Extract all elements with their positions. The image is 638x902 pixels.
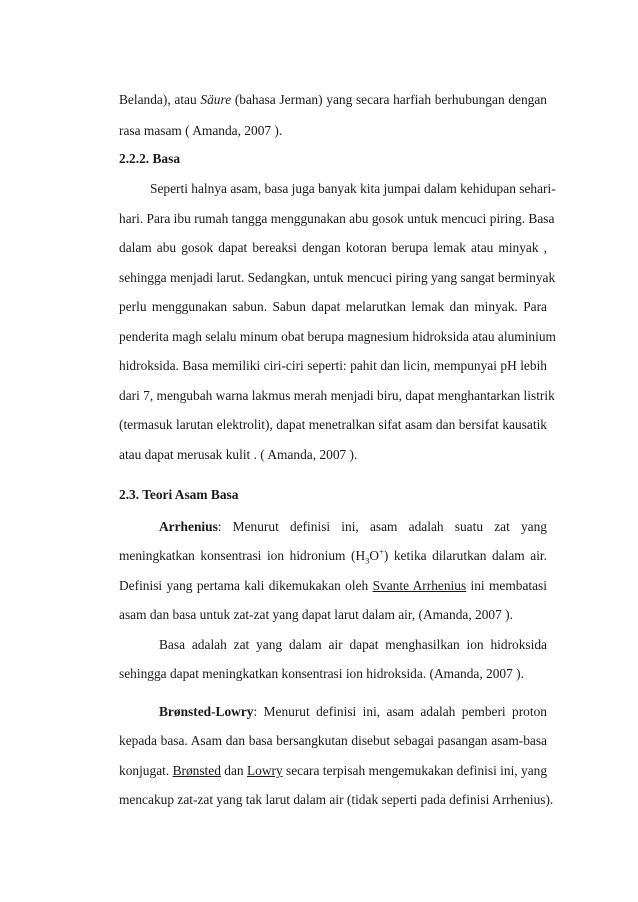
text-span: Definisi yang pertama kali dikemukakan oleh (119, 578, 373, 593)
text-line: mencakup zat-zat yang tak larut dalam air (tidak seperti pada definisi Arrhenius). (119, 792, 554, 807)
text-span: konjugat. (119, 763, 173, 778)
italic-term: Säure (200, 92, 232, 107)
text-span: meningkatkan konsentrasi ion hidronium (H (119, 548, 366, 563)
text-span: (bahasa Jerman) yang secara harfiah berhubungan dengan (231, 92, 548, 107)
link-bronsted[interactable]: Brønsted (172, 763, 221, 778)
bold-term-bronsted-lowry: Brønsted-Lowry (159, 704, 254, 719)
text-span: ) ketika dilarutkan dalam air. (383, 548, 547, 563)
text-line: (termasuk larutan elektrolit), dapat menetralkan sifat asam dan bersifat kausatik (119, 417, 547, 432)
text-span: : Menurut definisi ini, asam adalah suatu zat yang (217, 519, 547, 534)
text-line (119, 763, 547, 779)
text-line: atau dapat merusak kulit . ( Amanda, 2007 ). (119, 447, 358, 462)
text-span: ini membatasi (466, 578, 547, 593)
text-line: sehingga menjadi larut. Sedangkan, untuk mencuci piring yang sangat berminyak (119, 270, 556, 285)
link-lowry[interactable]: Lowry (246, 763, 283, 778)
text-line: kepada basa. Asam dan basa bersangkutan disebut sebagai pasangan asam-basa (119, 733, 547, 748)
text-line: asam dan basa untuk zat-zat yang dapat larut dalam air, (Amanda, 2007 ). (119, 607, 513, 622)
text-line (159, 519, 547, 535)
text-line: Basa adalah zat yang dalam air dapat menghasilkan ion hidroksida (159, 637, 547, 652)
text-line: hidroksida. Basa memiliki ciri-ciri seperti: pahit dan licin, mempunyai pH lebih (119, 358, 547, 373)
text-line: penderita magh selalu minum obat berupa magnesium hidroksida atau aluminium (119, 329, 556, 344)
subscript: 3 (365, 555, 370, 566)
link-svante-arrhenius[interactable]: Svante Arrhenius (372, 578, 467, 593)
text-line: dalam abu gosok dapat bereaksi dengan kotoran berupa lemak atau minyak , (119, 240, 547, 255)
text-line: Seperti halnya asam, basa juga banyak kita jumpai dalam kehidupan sehari- (150, 181, 556, 196)
text-line (159, 704, 547, 720)
text-line (119, 548, 547, 564)
text-line: dari 7, mengubah warna lakmus merah menjadi biru, dapat menghantarkan listrik (119, 388, 555, 403)
text-line: hari. Para ibu rumah tangga menggunakan abu gosok untuk mencuci piring. Basa (119, 211, 555, 226)
text-line (119, 92, 547, 108)
text-line (119, 578, 547, 594)
bold-term-arrhenius: Arrhenius (159, 519, 218, 534)
text-span: O (369, 548, 380, 563)
text-span: secara terpisah mengemukakan definisi ini, yang (282, 763, 548, 778)
text-line: perlu menggunakan sabun. Sabun dapat melarutkan lemak dan minyak. Para (119, 299, 547, 314)
section-heading-teori: 2.3. Teori Asam Basa (119, 487, 239, 502)
text-line: rasa masam ( Amanda, 2007 ). (119, 123, 283, 138)
text-span: : Menurut definisi ini, asam adalah pemberi proton (253, 704, 547, 719)
text-span: Belanda), atau (119, 92, 201, 107)
superscript: + (379, 546, 384, 557)
section-heading-basa: 2.2.2. Basa (119, 151, 181, 166)
text-line: sehingga dapat meningkatkan konsentrasi ion hidroksida. (Amanda, 2007 ). (119, 666, 524, 681)
text-span: dan (220, 763, 247, 778)
